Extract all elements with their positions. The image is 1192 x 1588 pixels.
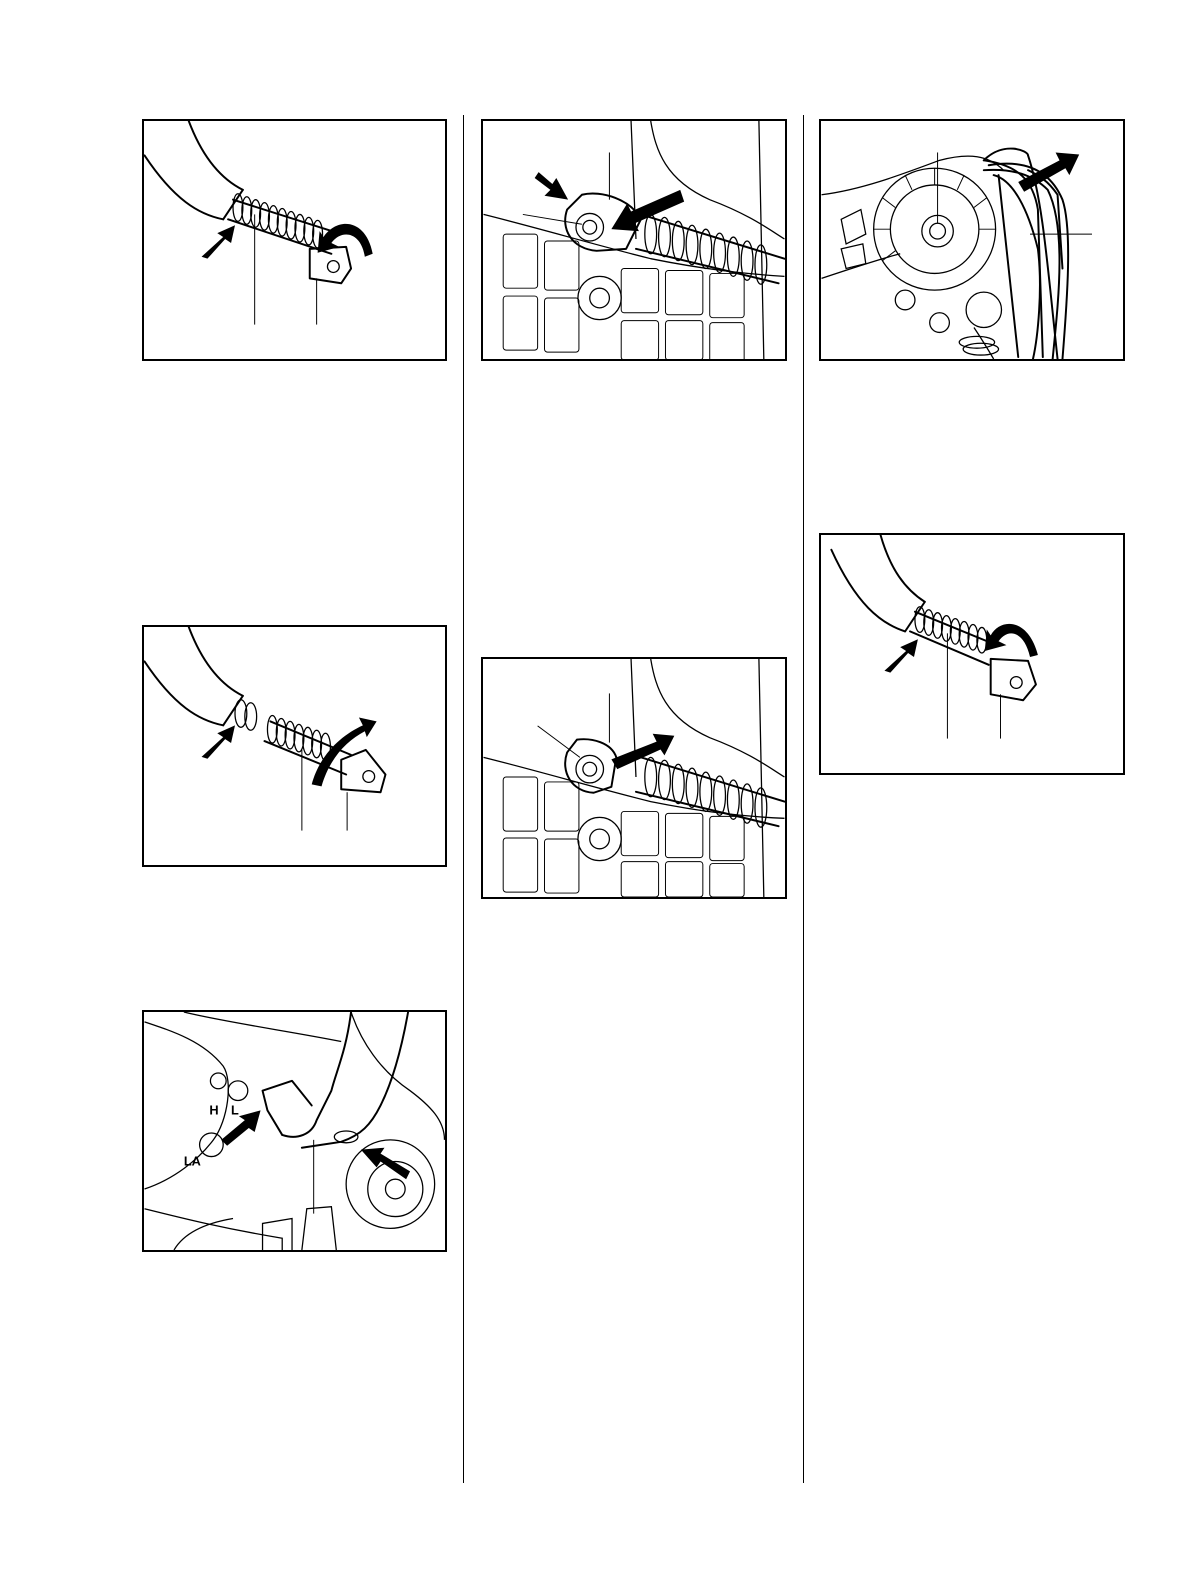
figure-hose-insert: [142, 1010, 447, 1252]
pull-arrow-icon: [1018, 152, 1079, 191]
push-arrow-icon: [202, 225, 235, 258]
column-divider-left: [463, 115, 464, 1483]
figure-5-illustration: [483, 659, 785, 897]
label-l: L: [231, 1102, 239, 1118]
push-arrow-icon: [202, 725, 235, 758]
push-arrow-icon: [221, 1110, 260, 1145]
label-h: H: [209, 1102, 219, 1118]
push-arrow-icon: [535, 172, 568, 200]
figure-2-illustration: [144, 627, 445, 865]
push-arrow-icon: [361, 1148, 410, 1179]
grid-pattern: [503, 234, 744, 359]
figure-4-illustration: [483, 121, 785, 359]
figure-housing-pull: [819, 119, 1125, 361]
figure-6-illustration: [821, 121, 1123, 359]
rotate-arrow-icon: [985, 624, 1038, 657]
figure-spring-rotate-1: [142, 119, 447, 361]
label-la: LA: [183, 1153, 201, 1169]
column-divider-right: [803, 115, 804, 1483]
figure-screw-push: [481, 119, 787, 361]
figure-screw-pull: [481, 657, 787, 899]
push-arrow-icon: [884, 639, 917, 672]
figure-7-illustration: [821, 535, 1123, 773]
figure-1-illustration: [144, 121, 445, 359]
figure-spring-rotate-3: [819, 533, 1125, 775]
figure-3-illustration: [144, 1012, 445, 1250]
figure-spring-rotate-2: [142, 625, 447, 867]
